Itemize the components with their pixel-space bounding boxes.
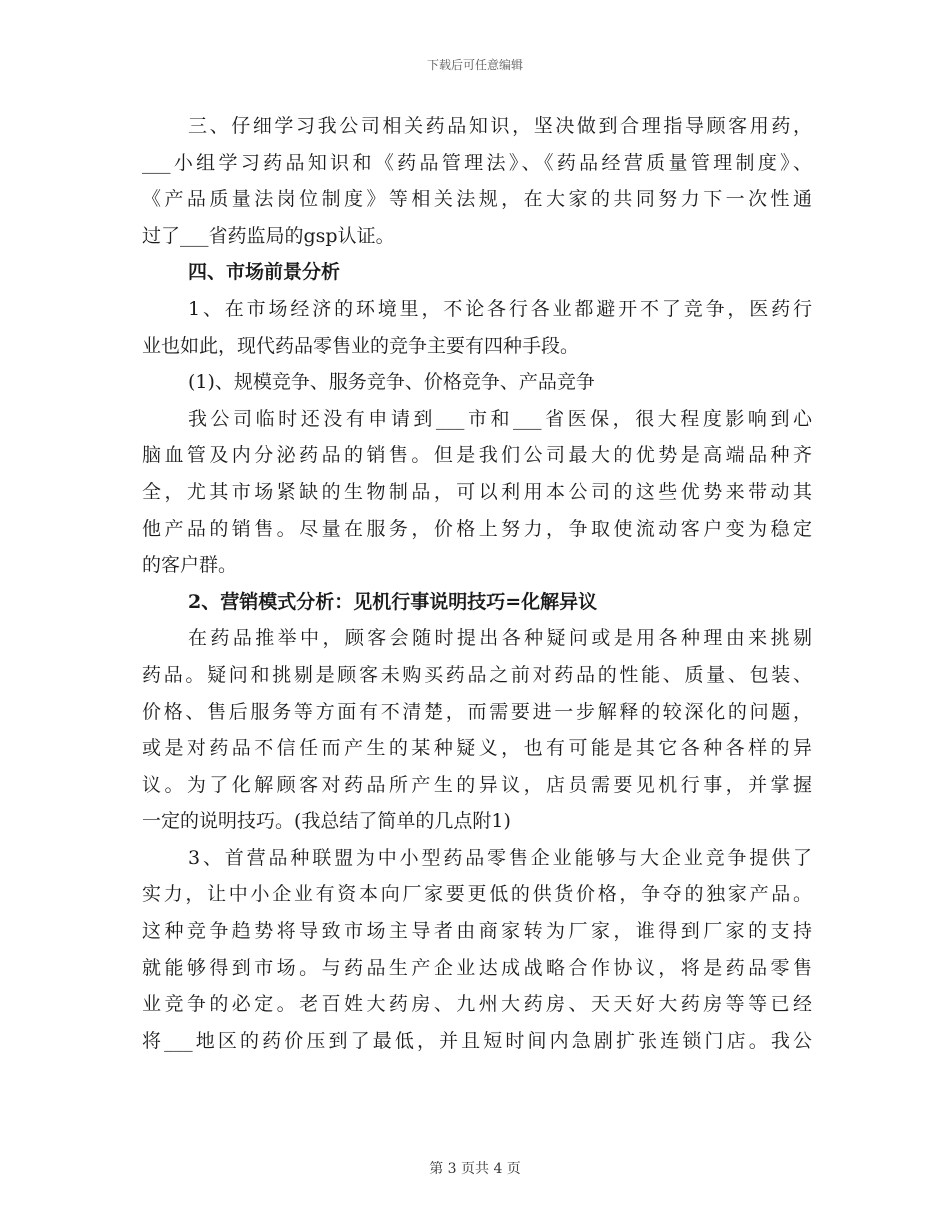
document-body bbox=[142, 108, 812, 1059]
paragraph-line: 这种竞争趋势将导致市场主导者由商家转为厂家，谁得到厂家的支持 bbox=[142, 920, 812, 943]
section-heading: 四、市场前景分析 bbox=[188, 261, 341, 284]
paragraph-line: (1)、规模竞争、服务竞争、价格竞争、产品竞争 bbox=[188, 371, 595, 394]
paragraph-line: 议。为了化解顾客对药品所产生的异议，店员需要见机行事，并掌握 bbox=[142, 773, 812, 796]
paragraph-line: 我公司临时还没有申请到___市和___省医保，很大程度影响到心 bbox=[188, 407, 812, 430]
paragraph-line: 药品。疑问和挑剔是顾客未购买药品之前对药品的性能、质量、包装、 bbox=[142, 663, 812, 686]
paragraph-line: 业竞争的必定。老百姓大药房、九州大药房、天天好大药房等等已经 bbox=[142, 993, 812, 1016]
page-header: 下载后可任意编辑 bbox=[426, 58, 523, 72]
paragraph-line: 或是对药品不信任而产生的某种疑义，也有可能是其它各种各样的异 bbox=[142, 737, 812, 760]
subsection-heading: 2、营销模式分析：见机行事说明技巧=化解异议 bbox=[188, 590, 598, 613]
paragraph-line: 一定的说明技巧。(我总结了简单的几点附1) bbox=[142, 810, 511, 833]
paragraph-line: 业也如此，现代药品零售业的竞争主要有四种手段。 bbox=[142, 334, 580, 357]
paragraph-line: 在药品推举中，顾客会随时提出各种疑问或是用各种理由来挑剔 bbox=[188, 627, 812, 650]
paragraph-line: 将___地区的药价压到了最低，并且短时间内急剧扩张连锁门店。我公 bbox=[142, 1029, 812, 1052]
paragraph-line: 《产品质量法岗位制度》等相关法规，在大家的共同努力下一次性通 bbox=[142, 188, 812, 211]
paragraph-line: 过了___省药监局的gsp认证。 bbox=[142, 224, 395, 247]
paragraph-line: 三、仔细学习我公司相关药品知识，坚决做到合理指导顾客用药， bbox=[188, 115, 812, 137]
paragraph-line: ___小组学习药品知识和《药品管理法》、《药品经营质量管理制度》、 bbox=[142, 151, 812, 174]
page-footer: 第 3 页共 4 页 bbox=[429, 1161, 521, 1177]
paragraph-line: 他产品的销售。尽量在服务，价格上努力，争取使流动客户变为稳定 bbox=[142, 517, 812, 540]
paragraph-line: 3、首营品种联盟为中小型药品零售企业能够与大企业竞争提供了 bbox=[188, 846, 812, 869]
paragraph-line: 的客户群。 bbox=[142, 554, 238, 577]
paragraph-line: 就能够得到市场。与药品生产企业达成战略合作协议，将是药品零售 bbox=[142, 956, 812, 979]
paragraph-line: 脑血管及内分泌药品的销售。但是我们公司最大的优势是高端品种齐 bbox=[142, 444, 812, 467]
paragraph-line: 全，尤其市场紧缺的生物制品，可以利用本公司的这些优势来带动其 bbox=[142, 480, 812, 503]
paragraph-line: 实力，让中小企业有资本向厂家要更低的供货价格，争夺的独家产品。 bbox=[142, 883, 812, 906]
paragraph-line: 价格、售后服务等方面有不清楚，而需要进一步解释的较深化的问题， bbox=[142, 700, 812, 723]
paragraph-line: 1、在市场经济的环境里，不论各行各业都避开不了竞争，医药行 bbox=[188, 297, 812, 320]
